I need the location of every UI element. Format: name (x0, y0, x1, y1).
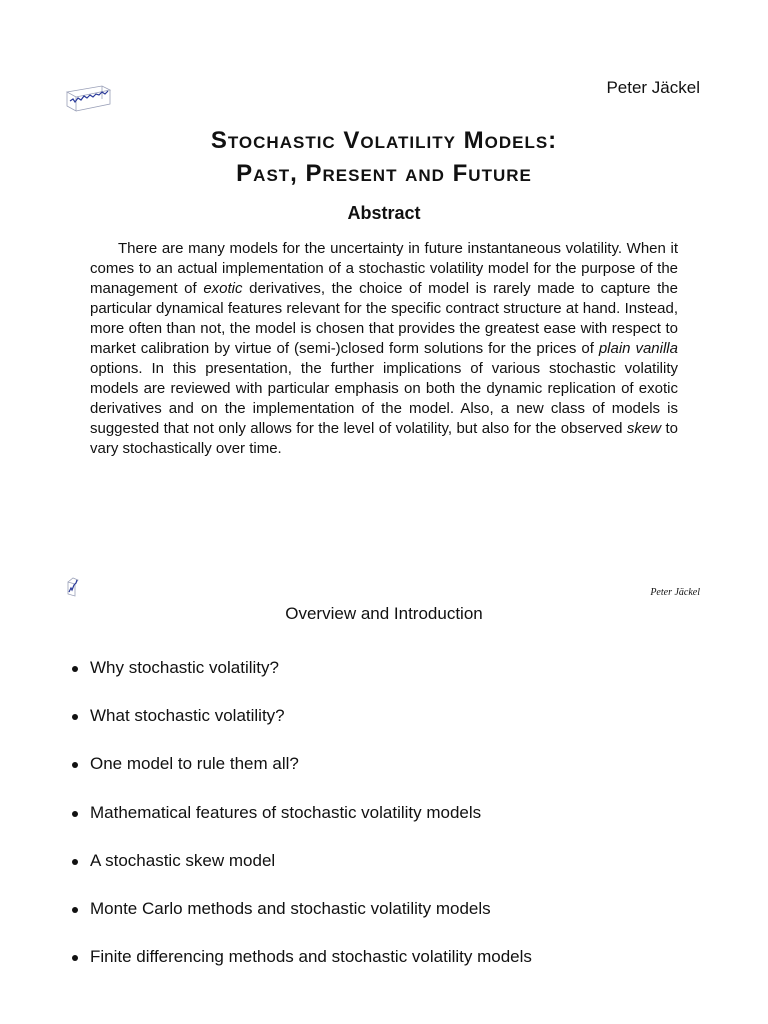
bullet-icon (72, 907, 78, 913)
list-item (72, 849, 532, 897)
volatility-surface-logo-icon (64, 80, 112, 112)
abstract-text-3: options. In this presentation, the further implications of various stochastic volatility models are reviewed with particular emphasis on both the dynamic replication of exotic derivatives and on the implementation of the model. Also, a new class of models is suggested that not only allows for the level of volatility, but also for the observed (90, 360, 678, 437)
list-item (72, 704, 532, 752)
author-name: Peter Jäckel (606, 78, 700, 97)
list-item-text: Finite differencing methods and stochastic volatility models (90, 947, 532, 967)
bullet-icon (72, 955, 78, 961)
abstract-text-2: derivatives, the choice of model is rarely made to capture the particular dynamical features relevant for the specific contract structure at hand. Instead, more often than not, the model is chosen that provides the greatest ease with respect to market calibration by virtue of (semi-)closed form solutions for the prices of (90, 280, 678, 357)
page-title (0, 124, 768, 190)
title-line-1: Stochastic Volatility Models: (210, 127, 558, 154)
small-volatility-logo-icon (64, 576, 80, 598)
abstract-emphasis-exotic: exotic (203, 280, 243, 297)
abstract-text-4: to vary stochastically over time. (90, 420, 678, 457)
list-item-text: A stochastic skew model (90, 850, 276, 870)
list-item-text: One model to rule them all? (90, 754, 299, 774)
bullet-icon (72, 811, 78, 817)
list-item (72, 656, 532, 704)
list-item (72, 801, 532, 849)
list-item-text: Why stochastic volatility? (90, 658, 279, 677)
abstract-emphasis-skew: skew (626, 420, 662, 437)
list-item (72, 945, 532, 993)
bullet-icon (72, 859, 78, 865)
abstract-text-1: There are many models for the uncertainty in future instantaneous volatility. When it comes to an actual implementation of a stochastic volatility model for the purpose of the management of (90, 240, 678, 297)
slide-author: Peter Jäckel (650, 587, 700, 598)
list-item-text: Mathematical features of stochastic volatility models (90, 802, 482, 822)
title-line-2: Past, Present and Future (236, 160, 532, 187)
abstract-body (90, 239, 678, 459)
overview-list (72, 656, 532, 993)
section-title: Overview and Introduction (285, 604, 483, 623)
bullet-icon (72, 762, 78, 768)
abstract-heading: Abstract (347, 203, 421, 223)
list-item (72, 897, 532, 945)
bullet-icon (72, 714, 78, 720)
bullet-icon (72, 666, 78, 672)
list-item (72, 752, 532, 800)
abstract-emphasis-plain-vanilla: plain vanilla (598, 340, 678, 357)
list-item-text: Monte Carlo methods and stochastic volatility models (90, 898, 491, 918)
list-item-text: What stochastic volatility? (90, 706, 285, 726)
